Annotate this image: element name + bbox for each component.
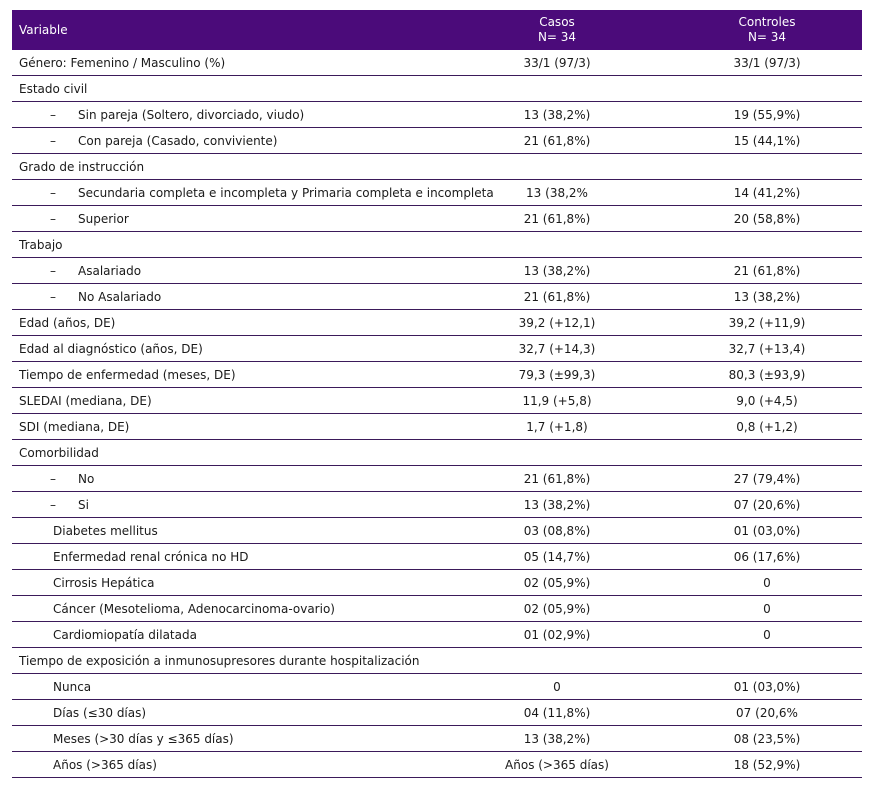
variable-label: Años (>365 días) [53, 757, 157, 772]
variable-cell [12, 310, 442, 336]
variable-label: Edad al diagnóstico (años, DE) [19, 341, 203, 356]
variable-cell [12, 258, 442, 284]
variable-label: Enfermedad renal crónica no HD [53, 549, 249, 564]
variable-label: Asalariado [78, 263, 142, 278]
variable-label: Meses (>30 días y ≤365 días) [53, 731, 234, 746]
variable-cell [12, 128, 442, 154]
table-row [12, 440, 862, 466]
variable-cell [12, 700, 442, 726]
bullet-dash: – [50, 471, 56, 486]
casos-cell [442, 76, 672, 102]
header-row [12, 10, 862, 50]
variable-label: Estado civil [19, 81, 88, 96]
variable-label: Diabetes mellitus [53, 523, 158, 538]
variable-cell [12, 414, 442, 440]
casos-cell: 21 (61,8%) [442, 466, 672, 492]
table-row [12, 180, 862, 206]
controles-cell: 21 (61,8%) [672, 258, 862, 284]
variable-cell [12, 50, 442, 76]
variable-label: Tiempo de exposición a inmunosupresores durante hospitalización [19, 653, 420, 668]
casos-cell: 39,2 (+12,1) [442, 310, 672, 336]
variable-cell [12, 206, 442, 232]
controles-cell [672, 154, 862, 180]
header-casos [442, 10, 672, 50]
table-row [12, 336, 862, 362]
controles-cell: 80,3 (±93,9) [672, 362, 862, 388]
controles-cell: 39,2 (+11,9) [672, 310, 862, 336]
casos-cell: 21 (61,8%) [442, 128, 672, 154]
controles-cell [672, 648, 862, 674]
controles-cell: 27 (79,4%) [672, 466, 862, 492]
variable-cell [12, 492, 442, 518]
controles-cell: 15 (44,1%) [672, 128, 862, 154]
bullet-dash: – [50, 263, 56, 278]
table-row [12, 232, 862, 258]
table-row [12, 102, 862, 128]
table-row [12, 128, 862, 154]
variable-cell [12, 336, 442, 362]
table-row [12, 362, 862, 388]
variable-cell [12, 76, 442, 102]
variable-label: Comorbilidad [19, 445, 99, 460]
casos-cell [442, 440, 672, 466]
casos-cell [442, 154, 672, 180]
casos-cell: 01 (02,9%) [442, 622, 672, 648]
variable-cell [12, 388, 442, 414]
variable-cell [12, 284, 442, 310]
variable-cell [12, 362, 442, 388]
variable-cell [12, 180, 494, 206]
table-row [12, 310, 862, 336]
data-table-container [12, 10, 862, 778]
controles-cell: 0,8 (+1,2) [672, 414, 862, 440]
bullet-dash: – [50, 133, 56, 148]
variable-label: SLEDAI (mediana, DE) [19, 393, 152, 408]
header-controles [672, 10, 862, 50]
variable-label: Con pareja (Casado, conviviente) [78, 133, 278, 148]
table-row [12, 388, 862, 414]
table-row [12, 258, 862, 284]
table-row [12, 596, 862, 622]
bullet-dash: – [50, 107, 56, 122]
bullet-dash: – [50, 211, 56, 226]
casos-cell [442, 232, 672, 258]
bullet-dash: – [50, 185, 56, 200]
table-row [12, 284, 862, 310]
table-row [12, 648, 862, 674]
table-row [12, 466, 862, 492]
controles-cell: 18 (52,9%) [672, 752, 862, 778]
controles-cell: 0 [672, 622, 862, 648]
controles-cell: 07 (20,6% [672, 700, 862, 726]
controles-cell: 32,7 (+13,4) [672, 336, 862, 362]
variable-label: Si [78, 497, 89, 512]
casos-cell: 79,3 (±99,3) [442, 362, 672, 388]
table-row [12, 414, 862, 440]
casos-cell: 05 (14,7%) [442, 544, 672, 570]
variable-label: Grado de instrucción [19, 159, 145, 174]
variable-label: Secundaria completa e incompleta y Primaria completa e incompleta [78, 185, 494, 200]
table-row [12, 700, 862, 726]
table-body [12, 50, 862, 778]
variable-cell [12, 102, 442, 128]
variable-label: Sin pareja (Soltero, divorciado, viudo) [78, 107, 305, 122]
controles-cell [672, 76, 862, 102]
casos-cell: 21 (61,8%) [442, 284, 672, 310]
table-row [12, 544, 862, 570]
casos-cell: 11,9 (+5,8) [442, 388, 672, 414]
header-controles-title: Controles [738, 15, 796, 29]
controles-cell: 07 (20,6%) [672, 492, 862, 518]
controles-cell: 33/1 (97/3) [672, 50, 862, 76]
variable-label: Superior [78, 211, 129, 226]
variable-label: SDI (mediana, DE) [19, 419, 130, 434]
variable-label: Trabajo [19, 237, 63, 252]
controles-cell [672, 440, 862, 466]
variable-label: Cardiomiopatía dilatada [53, 627, 197, 642]
variable-cell [12, 518, 442, 544]
table-row [12, 518, 862, 544]
variable-label: Nunca [53, 679, 92, 694]
controles-cell [672, 232, 862, 258]
casos-cell: 21 (61,8%) [442, 206, 672, 232]
variable-cell [12, 232, 442, 258]
controles-cell: 9,0 (+4,5) [672, 388, 862, 414]
casos-cell: 13 (38,2%) [442, 102, 672, 128]
controles-cell: 01 (03,0%) [672, 518, 862, 544]
casos-cell: Años (>365 días) [442, 752, 672, 778]
header-casos-title: Casos [539, 15, 575, 29]
casos-cell [442, 648, 672, 674]
controles-cell: 13 (38,2%) [672, 284, 862, 310]
table-row [12, 622, 862, 648]
casos-cell: 03 (08,8%) [442, 518, 672, 544]
casos-cell: 04 (11,8%) [442, 700, 672, 726]
casos-cell: 13 (38,2%) [442, 492, 672, 518]
variable-cell [12, 752, 442, 778]
casos-cell: 13 (38,2%) [442, 726, 672, 752]
demographics-table [12, 10, 862, 778]
controles-cell: 19 (55,9%) [672, 102, 862, 128]
table-row [12, 50, 862, 76]
variable-cell [12, 596, 442, 622]
table-header [12, 10, 862, 50]
table-row [12, 206, 862, 232]
variable-label: Días (≤30 días) [53, 705, 147, 720]
variable-cell [12, 726, 442, 752]
variable-cell [12, 440, 442, 466]
bullet-dash: – [50, 497, 56, 512]
header-variable: Variable [12, 10, 442, 50]
variable-cell [12, 674, 442, 700]
casos-cell: 33/1 (97/3) [442, 50, 672, 76]
casos-cell: 13 (38,2%) [442, 258, 672, 284]
controles-cell: 08 (23,5%) [672, 726, 862, 752]
variable-cell [12, 154, 442, 180]
controles-cell: 0 [672, 570, 862, 596]
casos-cell: 02 (05,9%) [442, 596, 672, 622]
header-casos-n: N= 34 [537, 30, 577, 44]
variable-label: Cáncer (Mesotelioma, Adenocarcinoma-ovario) [53, 601, 335, 616]
variable-cell [12, 466, 442, 492]
bullet-dash: – [50, 289, 56, 304]
table-row [12, 726, 862, 752]
table-row [12, 674, 862, 700]
variable-label: No Asalariado [78, 289, 162, 304]
casos-cell: 13 (38,2% [442, 180, 672, 206]
table-row [12, 492, 862, 518]
casos-cell: 0 [442, 674, 672, 700]
table-row [12, 76, 862, 102]
variable-label: Tiempo de enfermedad (meses, DE) [19, 367, 236, 382]
variable-cell [12, 648, 442, 674]
variable-label: No [78, 471, 95, 486]
casos-cell: 02 (05,9%) [442, 570, 672, 596]
table-row [12, 752, 862, 778]
casos-cell: 32,7 (+14,3) [442, 336, 672, 362]
controles-cell: 20 (58,8%) [672, 206, 862, 232]
variable-label: Género: Femenino / Masculino (%) [19, 55, 226, 70]
variable-cell [12, 570, 442, 596]
controles-cell: 14 (41,2%) [672, 180, 862, 206]
variable-label: Cirrosis Hepática [53, 575, 155, 590]
controles-cell: 01 (03,0%) [672, 674, 862, 700]
casos-cell: 1,7 (+1,8) [442, 414, 672, 440]
variable-cell [12, 544, 442, 570]
table-row [12, 570, 862, 596]
variable-cell [12, 622, 442, 648]
controles-cell: 0 [672, 596, 862, 622]
controles-cell: 06 (17,6%) [672, 544, 862, 570]
header-controles-n: N= 34 [747, 30, 787, 44]
variable-label: Edad (años, DE) [19, 315, 116, 330]
table-row [12, 154, 862, 180]
